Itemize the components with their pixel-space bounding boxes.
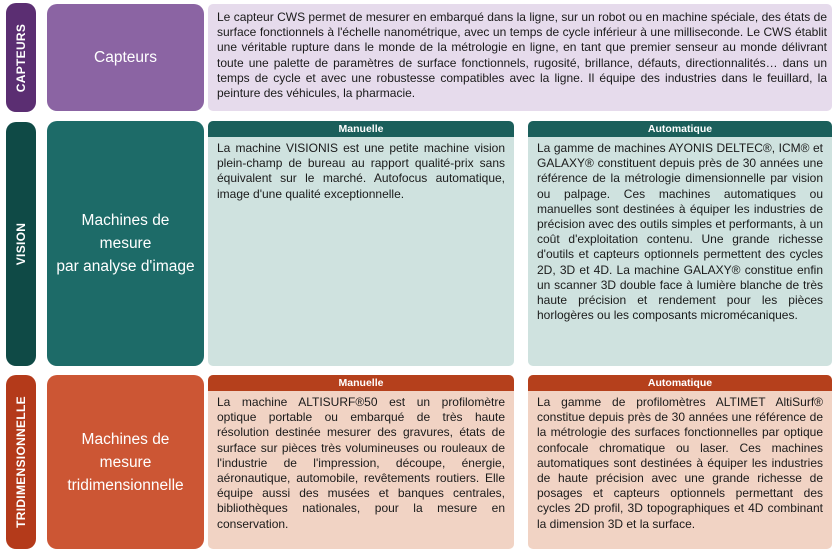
vision-manual-header: Manuelle <box>208 121 514 137</box>
vision-title-line1: Machines de mesure <box>81 212 170 252</box>
capteurs-description-text: Le capteur CWS permet de mesurer en embarqué dans la ligne, sur un robot ou en machine spéciale, des états de surface fonctionnels à l'échelle nanométrique, avec un temps de cycle inférieur à une milliseconde. Le CWS établit une véritable rupture dans le monde de la métrologie en ligne, en tant que premier senseur au monde délivrant toute une palette de paramètres de surface fonctionnels, rugosité, brillance, défauts, directionnalités… dans un temps de cycle et avec une robustesse compatibles avec la ligne. Il équipe des industries dans le feuillard, la peinture des véhicules, la pharmacie. <box>217 10 827 101</box>
vision-auto-text: La gamme de machines AYONIS DELTEC®, ICM® et GALAXY® constituent depuis près de 30 années une référence de la métrologie dimensionnelle par vision ou palpage. Ces machines automatiques ou manuelles sont destinées à équiper les industries de précision avec des outils simples et performants, à un coût d'exploitation contenu. Une grande richesse d'outils et capteurs optionnels permettent des cycles 2D, 3D et 4D. La machine GALAXY® constitue enfin un scanner 3D double face à lumière blanche de très haute précision et rendement pour les pièces horlogères ou les composants micromécaniques. <box>537 141 823 323</box>
vision-manual-panel <box>208 121 514 366</box>
capteurs-side-tab <box>6 3 36 112</box>
vision-side-tab <box>6 122 36 366</box>
tridim-title-box <box>47 375 204 549</box>
tridim-manual-text: La machine ALTISURF®50 est un profilomètre optique portable ou embarqué de très haute résolution destinée mesurer des gravures, états de surface sur pièces très volumineuses ou rouleaux de l'industrie de l'impression, découpe, énergie, aéronautique, automobile, revêtements routiers. Elle équipe aussi des musées et banques centrales, bibliothèques nationales, pour la mesure en conservation. <box>217 395 505 531</box>
capteurs-title-box <box>47 4 204 111</box>
tridim-title-line1: Machines de mesure <box>81 430 170 471</box>
vision-manual-text: La machine VISIONIS est une petite machine vision plein-champ de bureau au rapport qualité-prix sans équivalent sur le marché. Autofocus automatique, image d'une qualité exceptionnelle. <box>217 141 505 201</box>
capteurs-side-label: CAPTEURS <box>14 23 28 92</box>
tridim-manual-panel <box>208 375 514 549</box>
tridim-auto-text: La gamme de profilomètres ALTIMET AltiSurf® constitue depuis près de 30 années une référence de la métrologie des surfaces fonctionnelles par optique confocale chromatique ou laser. Ces machines automatiques sont destinées à équiper les industries de haute précision avec une grande richesse de posages et capteurs optionnels permettant des cycles 2D profil, 3D topographiques et 4D combinant la dimension 3D et la surface. <box>537 395 823 531</box>
tridim-side-label: TRIDIMENSIONNELLE <box>14 396 28 528</box>
tridim-side-tab <box>6 375 36 549</box>
tridim-manual-header: Manuelle <box>208 375 514 391</box>
tridim-auto-header: Automatique <box>528 375 832 391</box>
vision-title-line2: par analyse d'image <box>56 258 195 275</box>
vision-title-box <box>47 121 204 366</box>
tridim-title-line2: tridimensionnelle <box>67 476 184 494</box>
vision-side-label: VISION <box>14 222 28 266</box>
vision-auto-panel <box>528 121 832 366</box>
capteurs-description-panel <box>208 4 832 111</box>
capteurs-title: Capteurs <box>94 49 157 66</box>
tridim-auto-panel <box>528 375 832 549</box>
vision-auto-header: Automatique <box>528 121 832 137</box>
